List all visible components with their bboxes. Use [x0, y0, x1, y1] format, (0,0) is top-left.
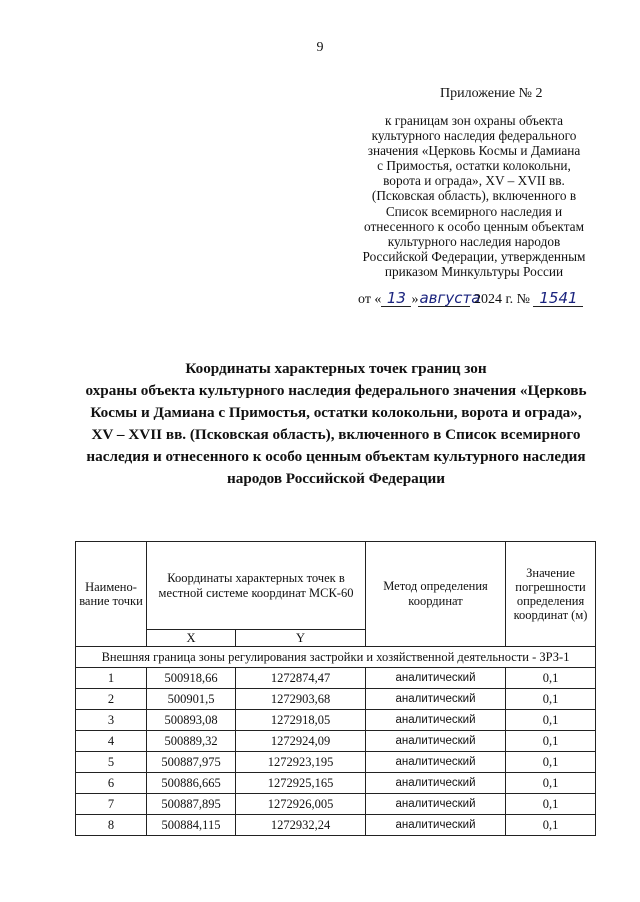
heading-line: XV – XVII вв. (Псковская область), включенного в Список всемирного: [91, 426, 581, 443]
coord-y: 1272874,47: [236, 668, 366, 689]
heading-line: наследия и отнесенного к особо ценным объектам культурного наследия: [86, 448, 586, 465]
appendix-description: [360, 113, 588, 279]
error-value: 0,1: [506, 752, 596, 773]
table-row: [76, 689, 596, 710]
coord-x: 500887,895: [147, 794, 236, 815]
coord-x: 500886,665: [147, 773, 236, 794]
header-method: Метод определения координат: [366, 542, 506, 647]
handwritten-day: 13: [381, 290, 411, 307]
appendix-title: Приложение № 2: [440, 86, 543, 101]
coord-y: 1272926,005: [236, 794, 366, 815]
header-error: Значение погрешности определения координат (м): [506, 542, 596, 647]
method: аналитический: [366, 689, 506, 710]
table-row: [76, 710, 596, 731]
table-row: [76, 773, 596, 794]
coord-y: 1272903,68: [236, 689, 366, 710]
point-number: 2: [76, 689, 147, 710]
header-y: Y: [236, 630, 366, 647]
header-coordinates: Координаты характерных точек в местной системе координат МСК-60: [147, 542, 366, 630]
coord-y: 1272932,24: [236, 815, 366, 836]
appendix-line: приказом Минкультуры России: [384, 263, 564, 279]
table-row: [76, 668, 596, 689]
appendix-line: (Псковская область), включенного в: [371, 188, 577, 204]
error-value: 0,1: [506, 815, 596, 836]
method: аналитический: [366, 794, 506, 815]
coord-y: 1272925,165: [236, 773, 366, 794]
method: аналитический: [366, 668, 506, 689]
coord-y: 1272918,05: [236, 710, 366, 731]
appendix-line: ворота и ограда», XV – XVII вв.: [383, 173, 565, 189]
point-number: 1: [76, 668, 147, 689]
heading-line: Космы и Дамиана с Примостья, остатки колокольни, ворота и ограда»,: [90, 404, 582, 421]
error-value: 0,1: [506, 731, 596, 752]
point-number: 5: [76, 752, 147, 773]
coord-y: 1272923,195: [236, 752, 366, 773]
heading-line: народов Российской Федерации: [226, 470, 446, 487]
header-x: X: [147, 630, 236, 647]
coord-x: 500887,975: [147, 752, 236, 773]
appendix-line: к границам зон охраны объекта: [385, 113, 563, 128]
appendix-line: значения «Церковь Космы и Дамиана: [367, 143, 581, 159]
coord-x: 500901,5: [147, 689, 236, 710]
heading-line: Координаты характерных точек границ зон: [185, 360, 487, 377]
coord-y: 1272924,09: [236, 731, 366, 752]
document-heading: [60, 358, 612, 490]
method: аналитический: [366, 731, 506, 752]
coordinates-table: [75, 541, 596, 836]
section-title: Внешняя граница зоны регулирования застройки и хозяйственной деятельности - ЗРЗ-1: [76, 647, 596, 668]
point-number: 8: [76, 815, 147, 836]
error-value: 0,1: [506, 773, 596, 794]
handwritten-order-number: 1541: [533, 290, 583, 307]
appendix-line: Список всемирного наследия и: [385, 203, 563, 219]
coord-x: 500884,115: [147, 815, 236, 836]
appendix-line: отнесенного к особо ценным объектам: [364, 218, 584, 234]
coord-x: 500889,32: [147, 731, 236, 752]
error-value: 0,1: [506, 794, 596, 815]
point-number: 4: [76, 731, 147, 752]
order-year: 2024 г. №: [473, 292, 530, 307]
heading-line: охраны объекта культурного наследия федерального значения «Церковь: [85, 382, 587, 399]
table-row: [76, 794, 596, 815]
error-value: 0,1: [506, 689, 596, 710]
method: аналитический: [366, 710, 506, 731]
appendix-line: культурного наследия народов: [387, 233, 561, 249]
header-point-name: Наимено-вание точки: [76, 542, 147, 647]
order-quote-close: »: [411, 292, 419, 307]
page-number: 9: [316, 40, 324, 55]
table-row: [76, 815, 596, 836]
point-number: 7: [76, 794, 147, 815]
method: аналитический: [366, 752, 506, 773]
coord-x: 500893,08: [147, 710, 236, 731]
method: аналитический: [366, 815, 506, 836]
order-prefix: от «: [358, 292, 382, 307]
handwritten-month: августа: [419, 289, 481, 307]
error-value: 0,1: [506, 668, 596, 689]
appendix-line: Российской Федерации, утвержденным: [362, 248, 586, 264]
point-number: 3: [76, 710, 147, 731]
error-value: 0,1: [506, 710, 596, 731]
table-row: [76, 752, 596, 773]
point-number: 6: [76, 773, 147, 794]
section-row: [76, 647, 596, 668]
method: аналитический: [366, 773, 506, 794]
appendix-line: культурного наследия федерального: [371, 128, 577, 144]
table-row: [76, 731, 596, 752]
coord-x: 500918,66: [147, 668, 236, 689]
appendix-line: с Примостья, остатки колокольни,: [377, 158, 571, 174]
order-date-number: [358, 290, 590, 308]
